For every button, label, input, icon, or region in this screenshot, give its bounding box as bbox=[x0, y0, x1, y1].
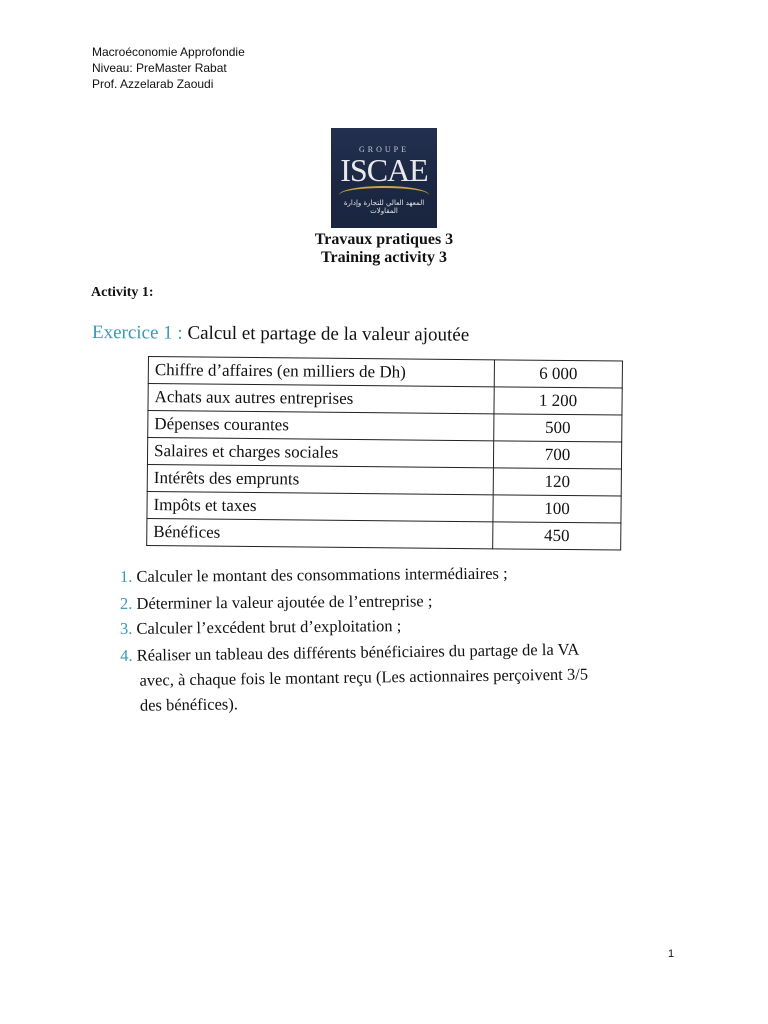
table-row bbox=[147, 518, 621, 550]
value-added-table bbox=[146, 356, 623, 551]
course-name: Macroéconomie Approfondie bbox=[92, 45, 245, 59]
row-value: 450 bbox=[493, 522, 621, 550]
professor-name: Prof. Azzelarab Zaoudi bbox=[92, 77, 214, 91]
question-text-line3: des bénéfices). bbox=[139, 694, 239, 715]
activity-label: Activity 1: bbox=[91, 285, 154, 300]
question-number: 1. bbox=[119, 566, 133, 586]
question-text: Calculer le montant des consommations intermédiaires ; bbox=[132, 563, 508, 586]
question-2 bbox=[120, 591, 433, 614]
page-number: 1 bbox=[668, 948, 675, 960]
question-text: Déterminer la valeur ajoutée de l’entreprise ; bbox=[132, 591, 433, 613]
exercise-heading: Calcul et partage de la valeur ajoutée bbox=[182, 322, 470, 346]
row-value: 700 bbox=[493, 441, 621, 469]
question-text: Calculer l’excédent brut d’exploitation ; bbox=[132, 616, 402, 638]
row-value: 100 bbox=[493, 495, 621, 523]
logo-arabic-text: المعهد العالي للتجارة وإدارة المقاولات bbox=[343, 199, 425, 215]
logo-groupe-text: GROUPE bbox=[358, 145, 409, 154]
row-label: Intérêts des emprunts bbox=[147, 464, 493, 494]
row-label: Chiffre d’affaires (en milliers de Dh) bbox=[148, 357, 494, 387]
question-number: 3. bbox=[119, 618, 133, 638]
iscae-logo bbox=[331, 128, 437, 228]
row-label: Dépenses courantes bbox=[148, 411, 494, 441]
row-value: 500 bbox=[494, 414, 622, 442]
question-text-line2: avec, à chaque fois le montant reçu (Les actionnaires perçoivent 3/5 bbox=[139, 664, 589, 690]
row-label: Achats aux autres entreprises bbox=[148, 384, 494, 414]
page-title bbox=[0, 231, 768, 267]
logo-iscae-text: ISCAE bbox=[340, 152, 428, 188]
question-3 bbox=[120, 616, 402, 639]
question-number: 2. bbox=[119, 593, 133, 613]
document-header bbox=[92, 44, 245, 92]
row-value: 120 bbox=[493, 468, 621, 496]
row-label: Impôts et taxes bbox=[147, 491, 493, 521]
row-label: Bénéfices bbox=[147, 518, 493, 548]
course-level: Niveau: PreMaster Rabat bbox=[92, 61, 227, 75]
question-number: 4. bbox=[120, 645, 133, 665]
title-en: Training activity 3 bbox=[321, 249, 447, 266]
question-1 bbox=[120, 564, 508, 587]
question-4 bbox=[120, 635, 681, 718]
row-value: 6 000 bbox=[494, 360, 622, 388]
exercise-number: Exercice 1 : bbox=[91, 322, 183, 344]
row-label: Salaires et charges sociales bbox=[147, 438, 493, 468]
title-fr: Travaux pratiques 3 bbox=[314, 231, 454, 248]
question-text: Réaliser un tableau des différents bénéficiaires du partage de la VA bbox=[132, 639, 580, 665]
exercise-title bbox=[92, 322, 469, 347]
row-value: 1 200 bbox=[494, 387, 622, 415]
